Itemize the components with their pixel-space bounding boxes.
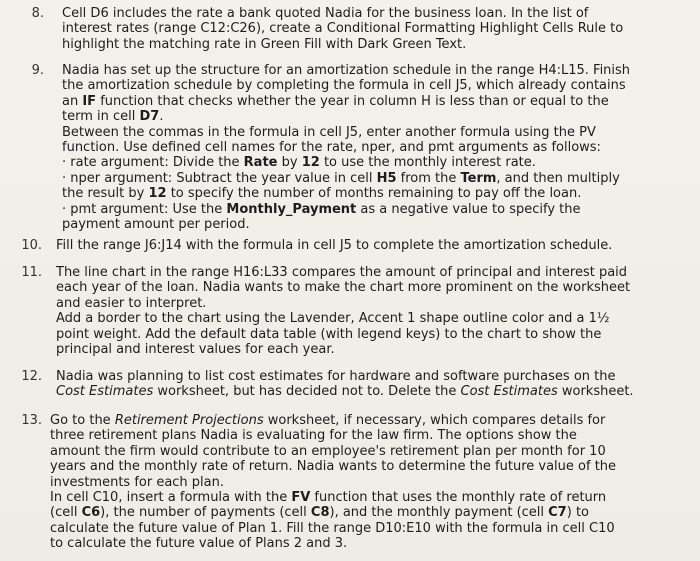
text-line: Add a border to the chart using the Lavender, Accent 1 shape outline color and a 1½ [56,311,610,327]
text-line: to calculate the future value of Plans 2 and 3. [50,536,348,552]
item-number: 13. [21,413,42,428]
text-run: term in cell [62,109,140,125]
text-line: interest rates (range C12:C26), create a Conditional Formatting Highlight Cells Rule to [62,21,624,37]
text-line [50,413,690,428]
text-line: Cell D6 includes the rate a bank quoted Nadia for the business loan. In the list of [62,6,589,21]
text-line: Nadia was planning to list cost estimates for hardware and software purchases on the [56,369,616,384]
text-line: principal and interest values for each year. [56,342,335,358]
text-line: highlight the matching rate in Green Fill with Dark Green Text. [62,36,467,52]
text-run: · pmt argument: Use the [62,201,227,217]
bold-run: IF [82,93,97,109]
text-run: · rate argument: Divide the [62,155,244,171]
text-line: amount the firm would contribute to an employee's retirement plan per month for 10 [50,443,606,459]
text-run: worksheet, but has decided not to. Delete the [153,384,461,400]
bold-run: 12 [148,186,167,202]
text-run: . [159,109,164,125]
item-text [56,238,696,253]
bold-run: D7 [139,109,160,125]
text-run: the result by [62,186,149,202]
bold-run: C7 [548,505,567,521]
item-text [62,63,700,232]
bold-run: FV [291,490,311,506]
text-run: to use the monthly interest rate. [319,155,536,171]
italic-run: Cost Estimates [56,384,154,400]
text-line [62,109,700,124]
text-line [50,505,690,520]
item-number: 12. [21,369,42,384]
item-number: 11. [21,265,42,280]
bold-run: C6 [81,505,101,521]
item-text [56,265,696,357]
bold-run: Monthly_Payment [226,201,357,217]
text-run: ) to [566,505,589,521]
bold-run: Term [460,170,497,186]
italic-run: Retirement Projections [114,413,264,428]
bold-run: Rate [243,155,278,171]
text-run: as a negative value to specify the [356,201,581,217]
bullet-pmt [62,202,700,217]
bold-run: H5 [376,170,397,186]
text-line: years and the monthly rate of return. Nadia wants to determine the future value of the [50,459,617,475]
bullet-nper [62,171,700,186]
text-run: function that uses the monthly rate of return [310,490,607,506]
text-run: , and then multiply [496,170,620,186]
text-run: to specify the number of months remaining to pay off the loan. [166,186,582,202]
text-run: function that checks whether the year in column H is less than or equal to the [96,93,609,109]
text-line: Fill the range J6:J14 with the formula in cell J5 to complete the amortization schedule. [56,238,613,253]
item-text [62,6,700,52]
text-line: Nadia has set up the structure for an amortization schedule in the range H4:L15. Finish [62,63,631,78]
text-line: point weight. Add the default data table (with legend keys) to the chart to show the [56,326,602,342]
text-line [62,94,700,109]
text-run: worksheet. [557,384,634,400]
text-line: payment amount per period. [62,217,250,233]
item-number: 9. [31,63,44,78]
text-run: worksheet, if necessary, which compares details for [263,413,606,428]
text-run: ), and the monthly payment (cell [329,505,549,521]
text-line [56,384,696,399]
text-run: ), the number of payments (cell [100,505,311,521]
text-run: by [277,155,302,171]
item-text [56,369,696,400]
text-line: the amortization schedule by completing the formula in cell J5, which already contains [62,78,626,94]
italic-run: Cost Estimates [460,384,558,400]
text-line: function. Use defined cell names for the rate, nper, and pmt arguments as follows: [62,140,601,156]
text-line: calculate the future value of Plan 1. Fill the range D10:E10 with the formula in cell C10 [50,520,615,536]
text-line [62,186,700,201]
text-run: from the [396,170,461,186]
text-run: (cell [50,505,82,521]
bullet-rate [62,155,700,170]
text-run: an [62,93,83,109]
text-run: · nper argument: Subtract the year value in cell [62,170,377,186]
text-line: three retirement plans Nadia is evaluating for the law firm. The options show the [50,428,577,444]
bold-run: C8 [310,505,330,521]
text-run: Go to the [50,413,115,428]
text-run: In cell C10, insert a formula with the [50,490,292,506]
text-line: investments for each plan. [50,474,225,490]
bold-run: 12 [301,155,320,171]
text-line: each year of the loan. Nadia wants to make the chart more prominent on the worksheet [56,280,631,296]
item-number: 8. [31,6,44,21]
text-line: Between the commas in the formula in cell J5, enter another formula using the PV [62,124,596,140]
item-text [50,413,690,552]
text-line [50,490,690,505]
text-line: The line chart in the range H16:L33 compares the amount of principal and interest paid [56,265,628,280]
item-number: 10. [21,238,42,253]
text-line: and easier to interpret. [56,295,207,311]
